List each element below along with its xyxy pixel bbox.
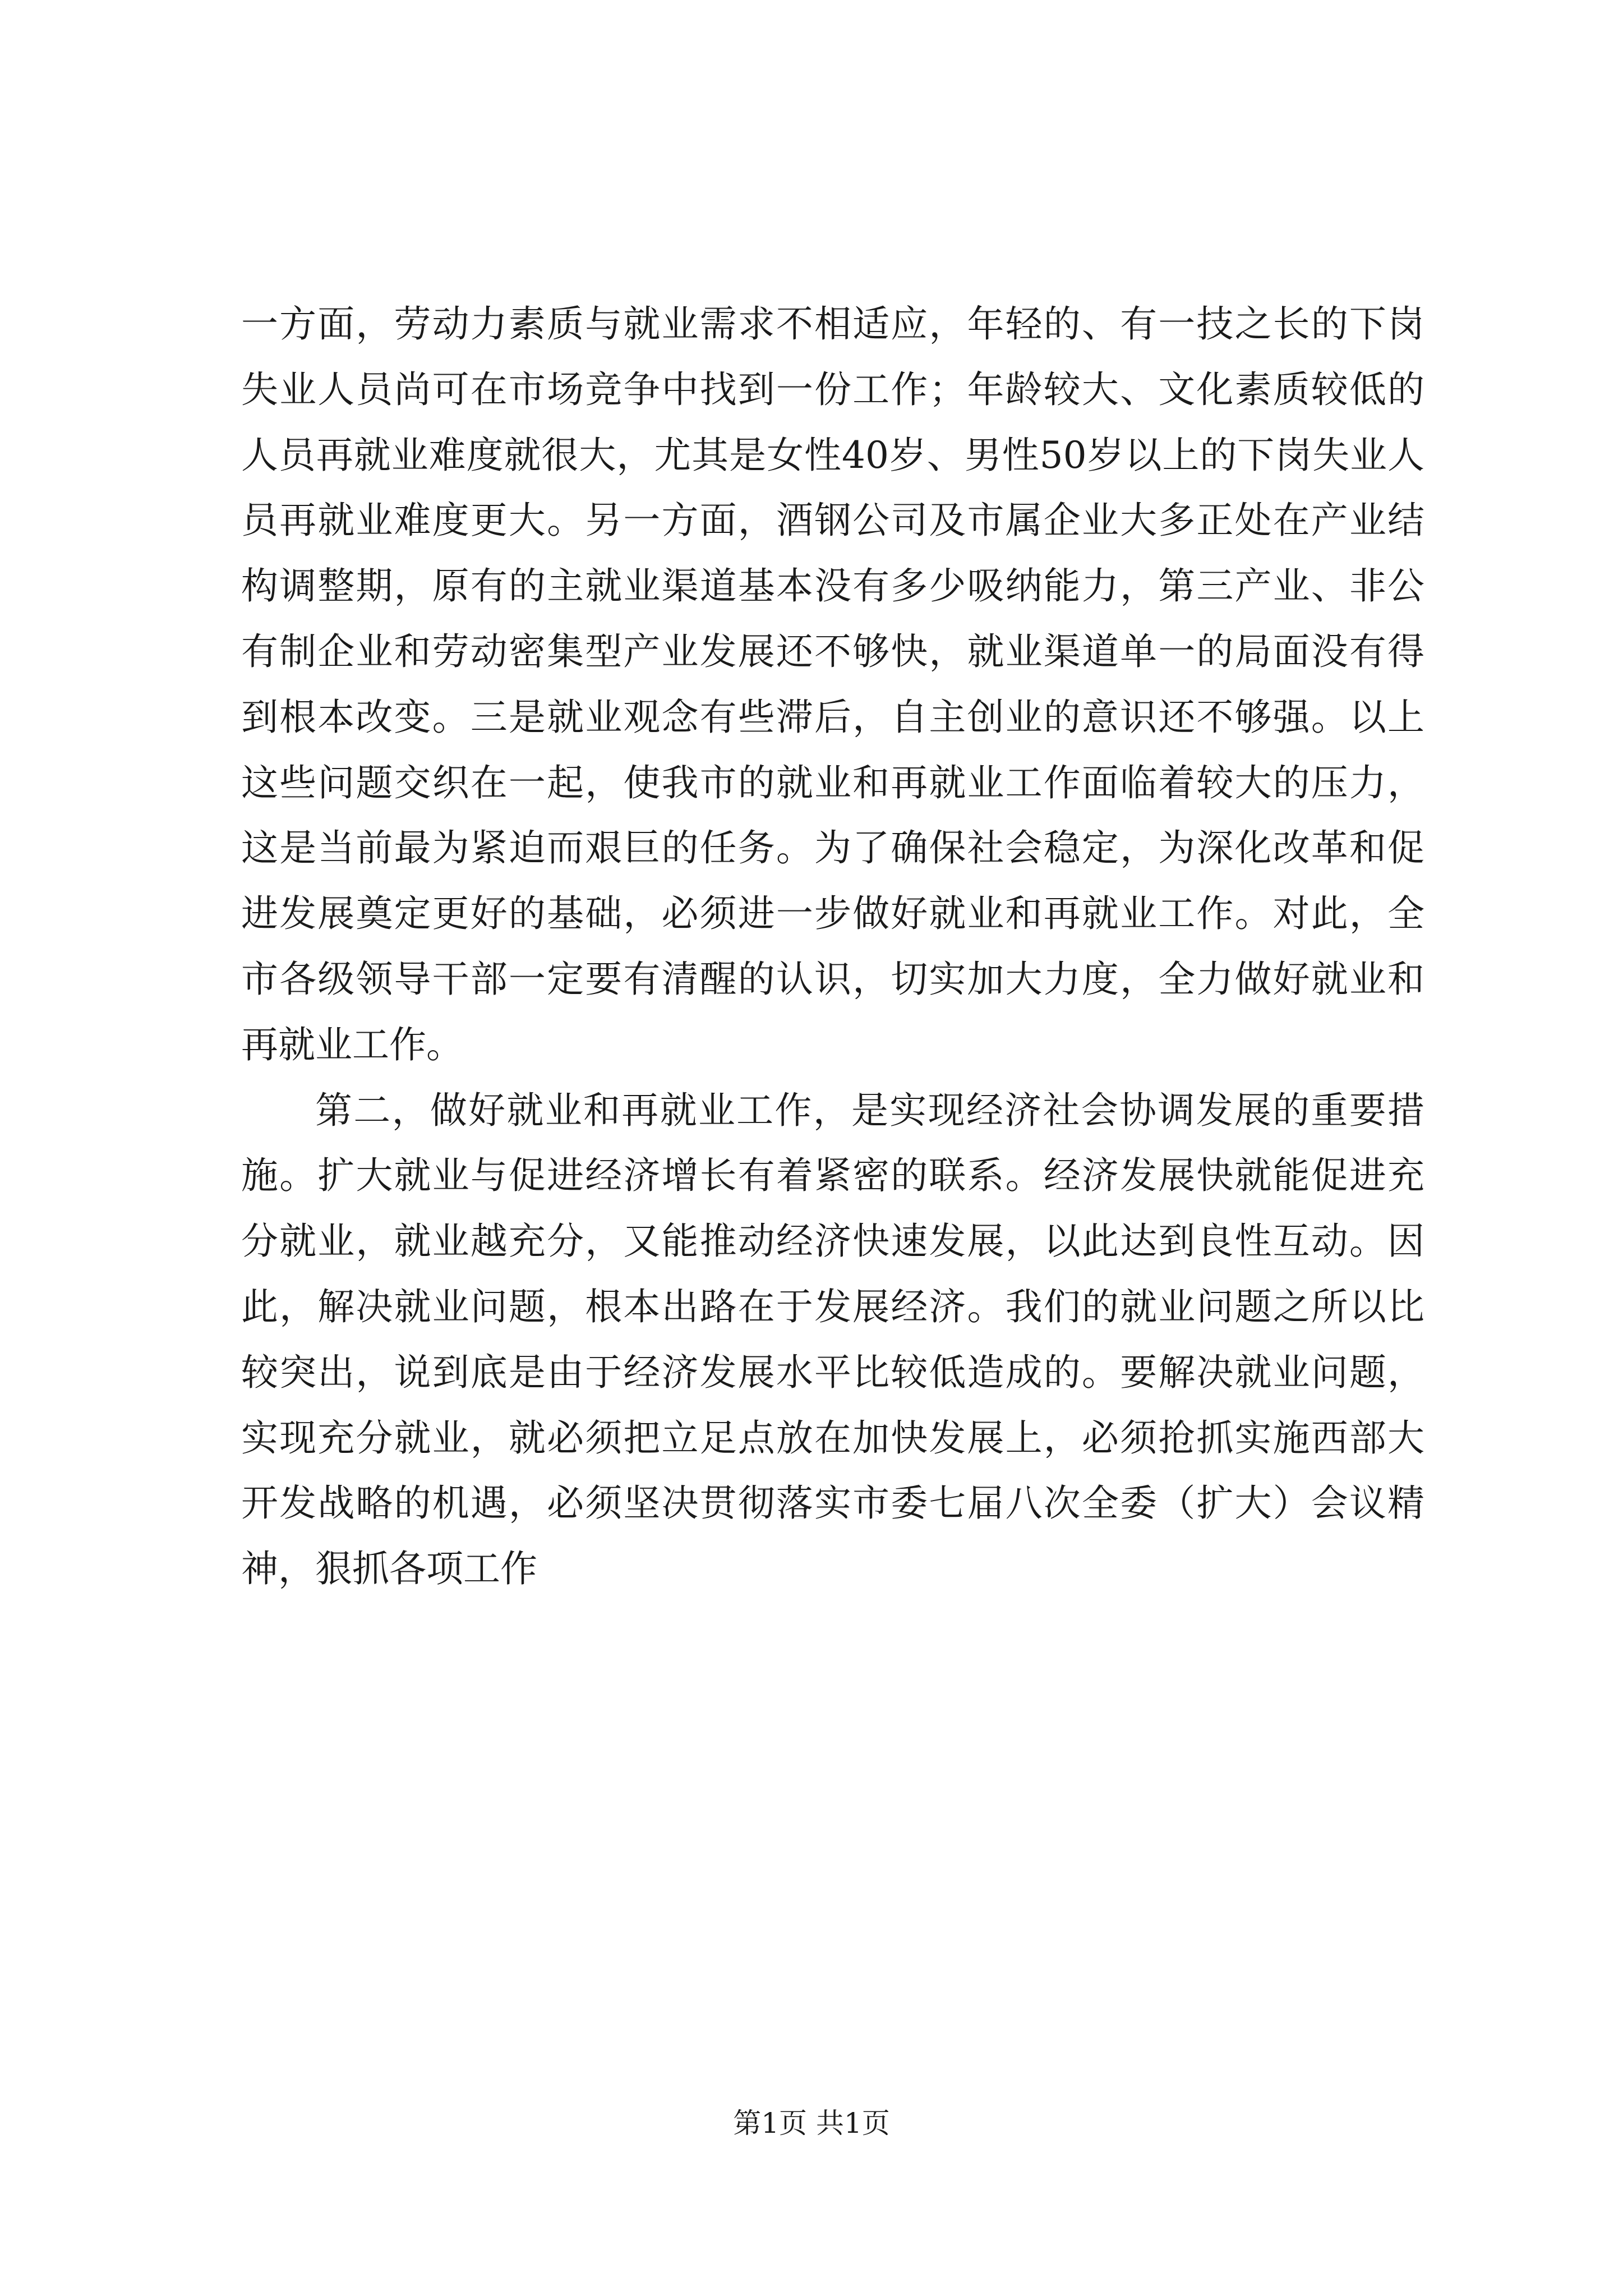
- document-body: [241, 292, 1424, 1602]
- page-footer: 第1页 共1页: [733, 2107, 890, 2139]
- paragraph-1: 一方面，劳动力素质与就业需求不相适应，年轻的、有一技之长的下岗失业人员尚可在市场竞争中找到一份工作；年龄较大、文化素质较低的人员再就业难度就很大，尤其是女性40岁、男性50岁以上的下岗失业人员再就业难度更大。另一方面，酒钢公司及市属企业大多正处在产业结构调整期，原有的主就业渠道基本没有多少吸纳能力，第三产业、非公有制企业和劳动密集型产业发展还不够快，就业渠道单一的局面没有得到根本改变。三是就业观念有些滞后，自主创业的意识还不够强。以上这些问题交织在一起，使我市的就业和再就业工作面临着较大的压力，这是当前最为紧迫而艰巨的任务。为了确保社会稳定，为深化改革和促进发展奠定更好的基础，必须进一步做好就业和再就业工作。对此，全市各级领导干部一定要有清醒的认识，切实加大力度，全力做好就业和再就业工作。: [241, 302, 1424, 1066]
- paragraph-2: 第二，做好就业和再就业工作，是实现经济社会协调发展的重要措施。扩大就业与促进经济增长有着紧密的联系。经济发展快就能促进充分就业，就业越充分，又能推动经济快速发展，以此达到良性互动。因此，解决就业问题，根本出路在于发展经济。我们的就业问题之所以比较突出，说到底是由于经济发展水平比较低造成的。要解决就业问题，实现充分就业，就必须把立足点放在加快发展上，必须抢抓实施西部大开发战略的机遇，必须坚决贯彻落实市委七届八次全委（扩大）会议精神，狠抓各项工作: [241, 1088, 1424, 1591]
